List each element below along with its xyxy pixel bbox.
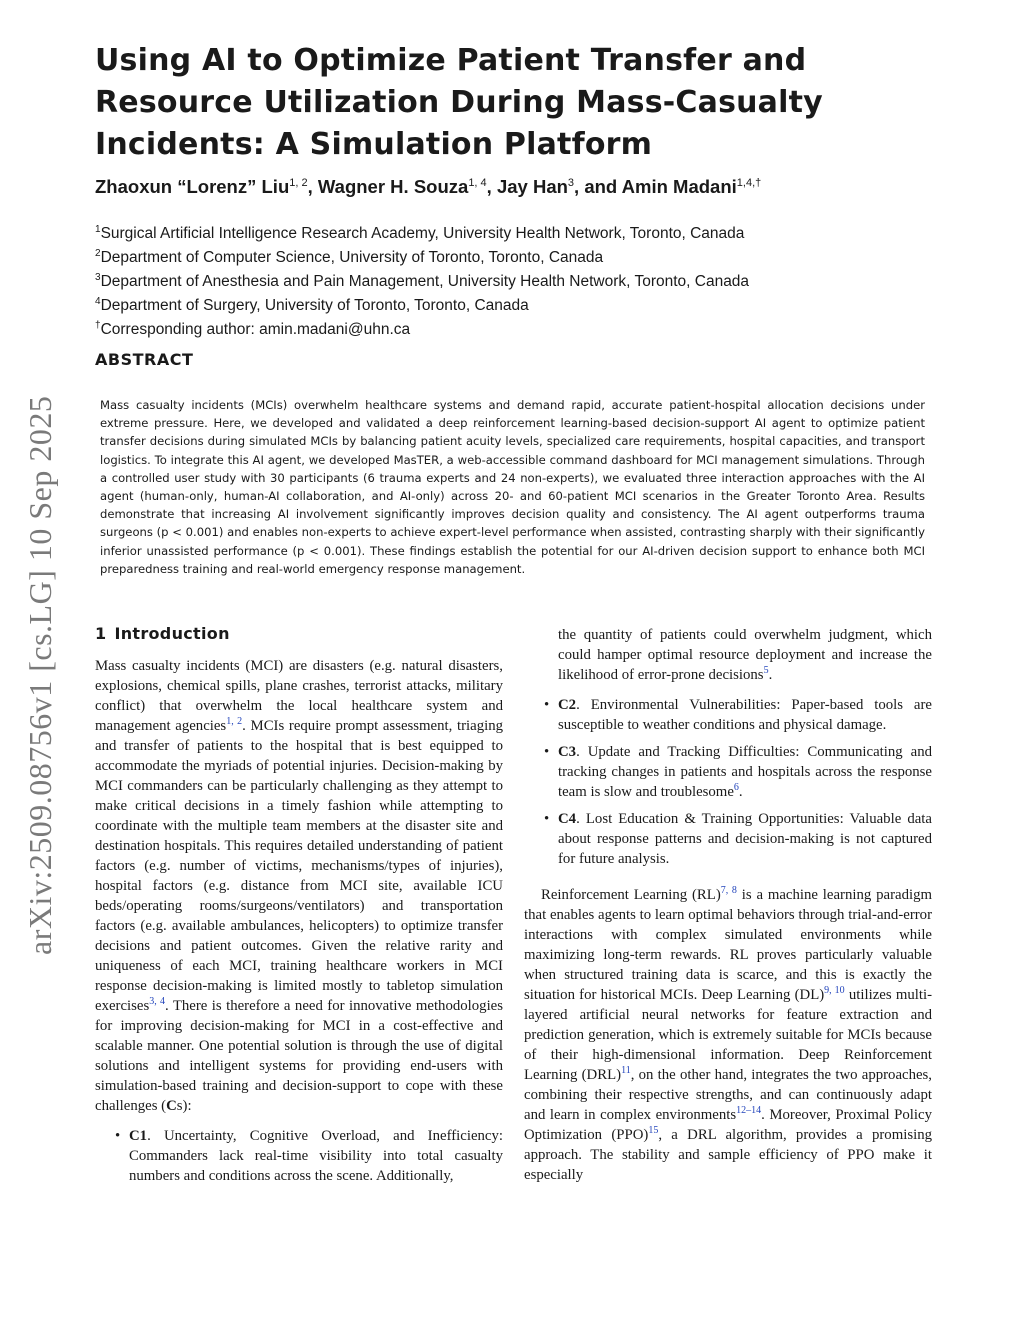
author-affil-mark: 1, 2 [289,177,308,189]
list-item-continuation [524,625,932,685]
text-run: . There is therefore a need for innovative methodologies for improving decision-making for MCI in a cost-effective and scalable manner. One potential solution is through the use of digital solutions and intelligent systems for providing end-users with simulation-based training and decision-support to cope with these challenges ( [95,998,504,1114]
text-run: the quantity of patients could overwhelm judgment, which could hamper optimal resource deployment and increase the likelihood of error-prone decisions [558,627,932,683]
author-affil-mark: 3 [567,177,575,189]
author-name: Jay Han [496,176,568,197]
citation-link[interactable]: 6 [733,782,739,793]
challenge-text: . Environmental Vulnerabilities: Paper-based tools are susceptible to weather conditions and physical damage. [558,697,932,733]
affiliation-list [95,220,955,340]
challenge-list [524,695,932,869]
citation-link[interactable]: 11 [621,1065,631,1076]
affiliation [95,292,955,316]
affiliation-mark: 1 [95,224,101,235]
affiliation-mark: 4 [95,296,101,307]
affiliation [95,244,955,268]
arxiv-identifier: arXiv:2509.08756v1 [cs.LG] 10 Sep 2025 [22,395,58,955]
affiliation [95,220,955,244]
text-run: . [768,667,773,683]
affiliation-text: Department of Anesthesia and Pain Management, University Health Network, Toronto, Canada [100,273,750,290]
citation-link[interactable]: 9, 10 [824,985,845,996]
affiliation-text: Department of Surgery, University of Toronto, Toronto, Canada [100,297,529,314]
author-affil-mark: 1,4,† [736,177,762,189]
intro-paragraph [524,885,932,1185]
left-column [95,624,503,1193]
text-run: . Moreover, Proximal Policy Optimization (PPO) [524,1107,932,1143]
section-title: Introduction [114,624,230,643]
text-run: . [738,784,743,800]
citation-link[interactable]: 15 [648,1125,659,1136]
challenge-text: . Lost Education & Training Opportunities: Valuable data about response patterns and decision-making is not captured for future analysis. [558,811,932,867]
list-item [524,695,932,735]
text-run: utilizes multi-layered artificial neural networks for feature extraction and prediction generation, which is extremely suitable for MCIs because of their high-dimensional information. Deep Reinforcement Learning (DRL) [524,987,932,1083]
text-run: . MCIs require prompt assessment, triaging and transfer of patients to the hospital that is best equipped to accommodate the myriads of potential injuries. Decision-making by MCI commanders can be particularly challenging as they attempt to make critical decisions in a timely fashion while attempting to coordinate with the multiple team members at the disaster site and destination hospitals. This requires detailed understanding of patient factors (e.g. number of victims, mechanisms/types of injuries), hospital factors (e.g. distance from MCI site, available ICU beds/operating rooms/surgeons/ventilators) and transportation factors (e.g. available ambulances, helicopters) to optimize transfer decisions and patient outcomes. Given the relative rarity and uniqueness of each MCI, training healthcare workers in MCI response decision-making is limited mostly to tabletop simulation exercises [95,718,504,1014]
author-affil-mark: 1, 4 [468,177,487,189]
author-separator: , [486,176,497,197]
challenge-label: C4 [558,811,577,827]
abstract-body: Mass casualty incidents (MCIs) overwhelm healthcare systems and demand rapid, accurate patient-hospital allocation decisions under extreme pressure. Here, we developed and validated a deep reinforcement learning-based decision-support AI agent to optimize patient transfer decisions during simulated MCIs by balancing patient acuity levels, specialized care requirements, hospital capacities, and transport logistics. To integrate this AI agent, we developed MasTER, a web-accessible command dashboard for MCI management simulations. Through a controlled user study with 30 participants (6 trauma experts and 24 non-experts), we evaluated three interaction approaches with the AI agent (human-only, human-AI collaboration, and AI-only) across 20- and 60-patient MCI scenarios in the Greater Toronto Area. Results demonstrate that increasing AI involvement significantly improves decision quality and consistency. The AI agent outperforms trauma surgeons (p < 0.001) and enables non-experts to achieve expert-level performance when assisted, contrasting sharply with their significantly inferior unassisted performance (p < 0.001). These findings establish the potential for our AI-driven decision support to enhance both MCI preparedness training and real-world emergency response management. [100,398,925,576]
challenge-list [95,1126,503,1186]
affiliation [95,268,955,292]
intro-paragraph [95,656,503,1116]
text-run: s): [176,1098,192,1114]
affiliation-text: Department of Computer Science, University of Toronto, Toronto, Canada [100,249,604,266]
affiliation-mark: 3 [95,272,101,283]
challenge-text: . Update and Tracking Difficulties: Communicating and tracking changes in patients and hospitals across the response team is slow and troublesome [558,744,932,800]
paper-title: Using AI to Optimize Patient Transfer and Resource Utilization During Mass-Casualty Incidents: A Simulation Platform [95,43,823,162]
author-name: Amin Madani [621,176,737,197]
author-list [95,170,955,200]
text-run-bold: C [166,1098,177,1114]
citation-link[interactable]: 7, 8 [720,885,737,896]
list-item [524,809,932,869]
affiliation-text: Surgical Artificial Intelligence Research Academy, University Health Network, Toronto, Canada [100,225,745,242]
corresponding-author [95,316,955,340]
list-item [95,1126,503,1186]
author-separator: , and [574,176,622,197]
affiliation-mark: † [95,320,101,331]
affiliation-text: Corresponding author: amin.madani@uhn.ca [100,321,411,338]
author-separator: , [307,176,318,197]
citation-link[interactable]: 5 [763,665,769,676]
abstract-heading: ABSTRACT [95,350,194,369]
section-number: 1 [95,624,107,643]
challenge-text: . Uncertainty, Cognitive Overload, and Inefficiency: Commanders lack real-time visibility into total casualty numbers and conditions across the scene. Additionally, [129,1128,503,1184]
section-heading-introduction [95,624,503,644]
affiliation-mark: 2 [95,248,101,259]
challenge-label: C1 [129,1128,148,1144]
right-column [524,625,932,1185]
citation-link[interactable]: 12–14 [736,1105,762,1116]
text-run: , a DRL algorithm, provides a promising approach. The stability and sample efficiency of PPO make it especially [524,1127,932,1183]
text-run: Reinforcement Learning (RL) [541,887,721,903]
challenge-label: C3 [558,744,577,760]
text-run: , on the other hand, integrates the two approaches, combining their respective strengths, and can continuously adapt and learn in complex environments [524,1067,933,1123]
citation-link[interactable]: 3, 4 [149,996,165,1007]
challenge-label: C2 [558,697,577,713]
text-run: is a machine learning paradigm that enables agents to learn optimal behaviors through trial-and-error interactions with complex simulated environments while maximizing long-term rewards. RL proves particularly valuable when structured training data is scarce, and this is exactly the situation for historical MCIs. Deep Learning (DL) [524,887,932,1003]
list-item [524,742,932,802]
author-name: Wagner H. Souza [317,176,469,197]
author-name: Zhaoxun “Lorenz” Liu [95,176,290,197]
citation-link[interactable]: 1, 2 [226,716,243,727]
text-run: Mass casualty incidents (MCI) are disasters (e.g. natural disasters, explosions, chemical spills, plane crashes, terrorist attacks, military conflict) that overwhelm the local healthcare system and management agencies [95,658,503,734]
